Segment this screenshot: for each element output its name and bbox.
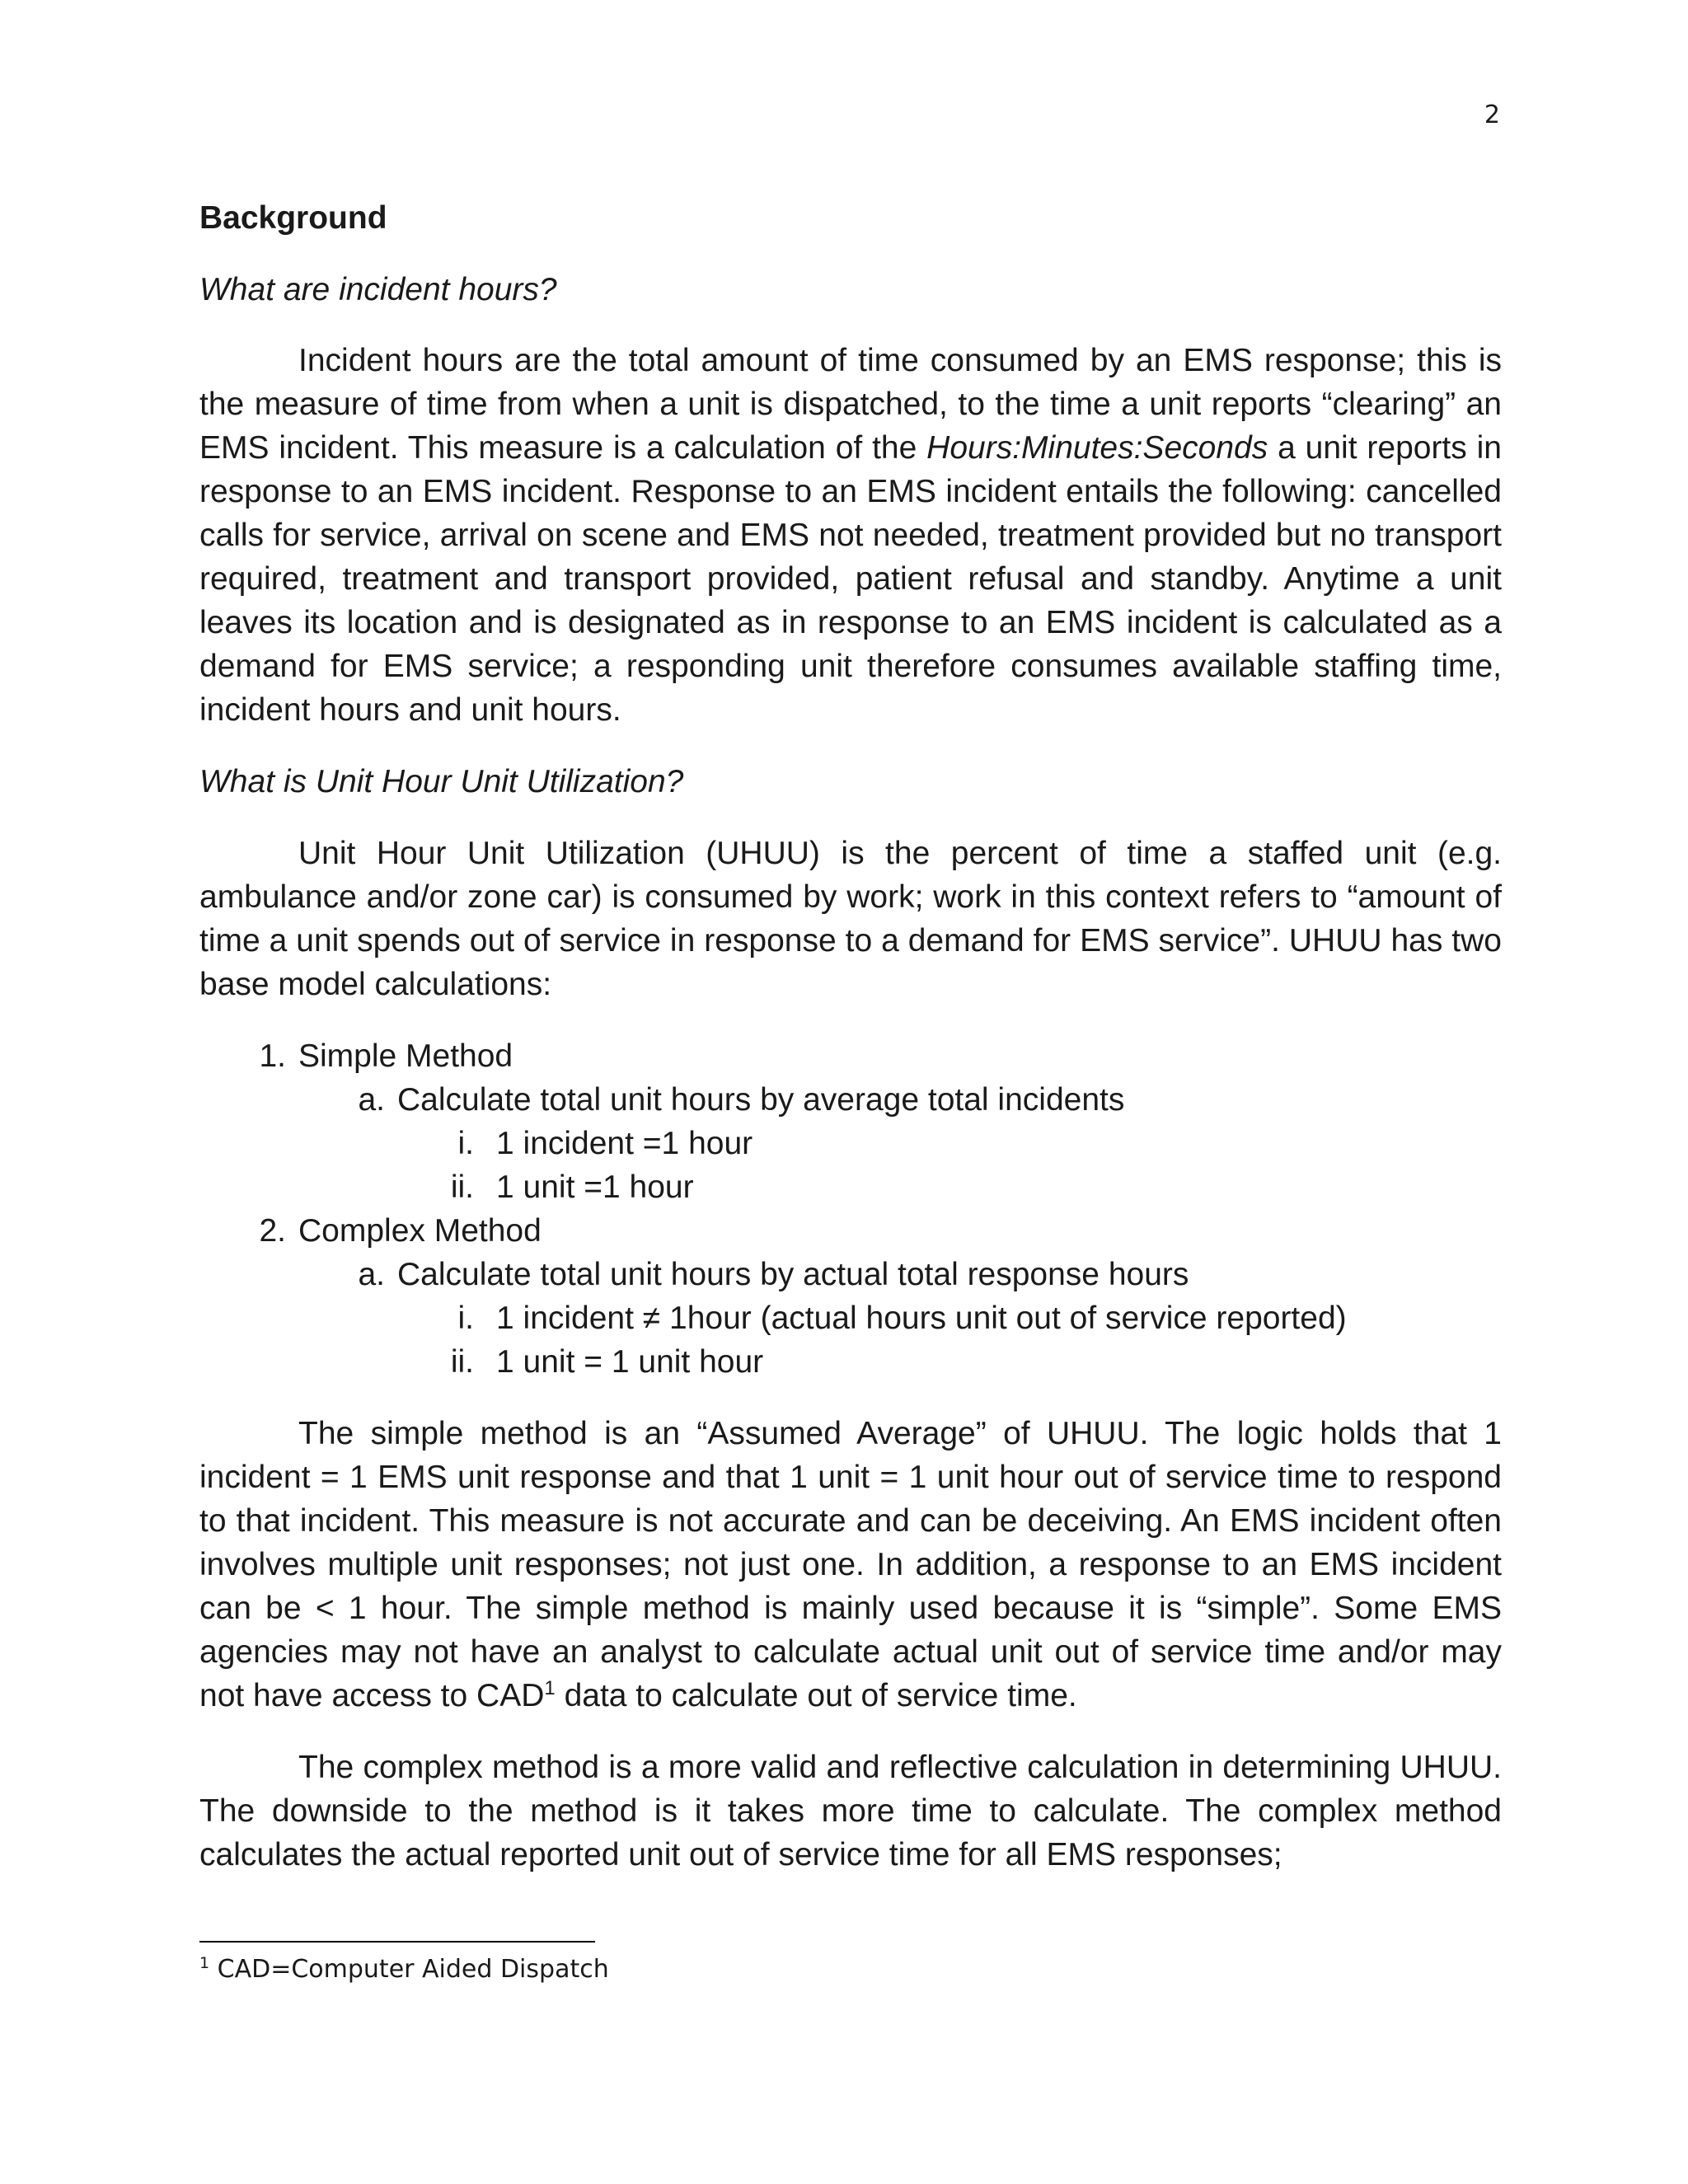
list-marker: ii. [450, 1344, 474, 1380]
list-subsubitem [199, 1296, 1502, 1340]
paragraph-text: The simple method is an “Assumed Average” of UHUU. The logic holds that 1 incident = 1 EMS unit response and that 1 unit = 1 unit hour out of service time to respond to that incident. This measure is not accurate and can be deceiving. An EMS incident often involves multiple unit responses; not just one. In addition, a response to an EMS incident can be < 1 hour. The simple method is mainly used because it is “simple”. Some EMS agencies may not have an analyst to calculate actual unit out of service time and/or may not have access to CAD [199, 1416, 1502, 1713]
paragraph-uhuu: Unit Hour Unit Utilization (UHUU) is the percent of time a staffed unit (e.g. ambulance and/or zone car) is consumed by work; work in this context refers to “amount of time a unit spends out of service in response to a demand for EMS service”. UHUU has two base model calculations: [199, 836, 1502, 1002]
list-item-label: Simple Method [298, 1038, 513, 1074]
paragraph-text: a unit reports in response to an EMS incident. Response to an EMS incident entails the following: cancelled calls for service, arrival on scene and EMS not needed, treatment provided but no transport required, treatment and transport provided, patient refusal and standby. Anytime a unit leaves its location and is designated as in response to an EMS incident is calculated as a demand for EMS service; a responding unit therefore consumes available staffing time, incident hours and unit hours. [199, 430, 1502, 728]
methods-list [199, 1034, 1502, 1384]
list-item-simple-method [199, 1034, 1502, 1078]
paragraph-complex-method: The complex method is a more valid and reflective calculation in determining UHUU. The downside to the method is it takes more time to calculate. The complex method calculates the actual reported unit out of service time for all EMS responses; [199, 1750, 1502, 1872]
list-marker: 1. [259, 1038, 286, 1074]
page-content [199, 196, 1502, 1877]
footnote-divider [199, 1941, 595, 1943]
list-marker: i. [457, 1126, 474, 1161]
footnote-text: CAD=Computer Aided Dispatch [217, 1955, 609, 1984]
list-item-label: 1 incident ≠ 1hour (actual hours unit out of service reported) [496, 1301, 1347, 1336]
list-item-label: 1 unit = 1 unit hour [496, 1344, 764, 1380]
list-item-label: Calculate total unit hours by actual total response hours [397, 1257, 1189, 1292]
paragraph-simple-method [199, 1412, 1502, 1718]
footnote-reference[interactable]: 1 [544, 1677, 556, 1699]
list-item-label: 1 incident =1 hour [496, 1126, 753, 1161]
subheading-uhuu: What is Unit Hour Unit Utilization? [199, 764, 684, 799]
list-subitem [199, 1253, 1502, 1296]
list-marker: a. [358, 1082, 385, 1118]
list-subsubitem [199, 1340, 1502, 1384]
paragraph-italic-term: Hours:Minutes:Seconds [926, 430, 1268, 466]
list-marker: ii. [450, 1169, 474, 1205]
list-subsubitem [199, 1165, 1502, 1209]
list-item-label: 1 unit =1 hour [496, 1169, 694, 1205]
paragraph-incident-hours [199, 339, 1502, 732]
list-marker: a. [358, 1257, 385, 1292]
list-item-complex-method [199, 1209, 1502, 1253]
list-marker: i. [457, 1301, 474, 1336]
paragraph-text: Incident hours are the total amount of time consumed by an EMS response; this is the measure of time from when a unit is dispatched, to the time a unit reports “clearing” an EMS incident. This measure is a calculation of the [199, 343, 1502, 466]
list-marker: 2. [259, 1213, 286, 1249]
list-item-label: Calculate total unit hours by average total incidents [397, 1082, 1125, 1118]
paragraph-text: data to calculate out of service time. [555, 1678, 1077, 1713]
page-number: 2 [1484, 101, 1500, 129]
list-subitem [199, 1078, 1502, 1122]
footnote-number: 1 [199, 1954, 210, 1972]
section-heading: Background [199, 200, 387, 236]
footnote [199, 1955, 609, 1984]
list-item-label: Complex Method [298, 1213, 542, 1249]
subheading-incident-hours: What are incident hours? [199, 272, 557, 307]
list-subsubitem [199, 1122, 1502, 1165]
